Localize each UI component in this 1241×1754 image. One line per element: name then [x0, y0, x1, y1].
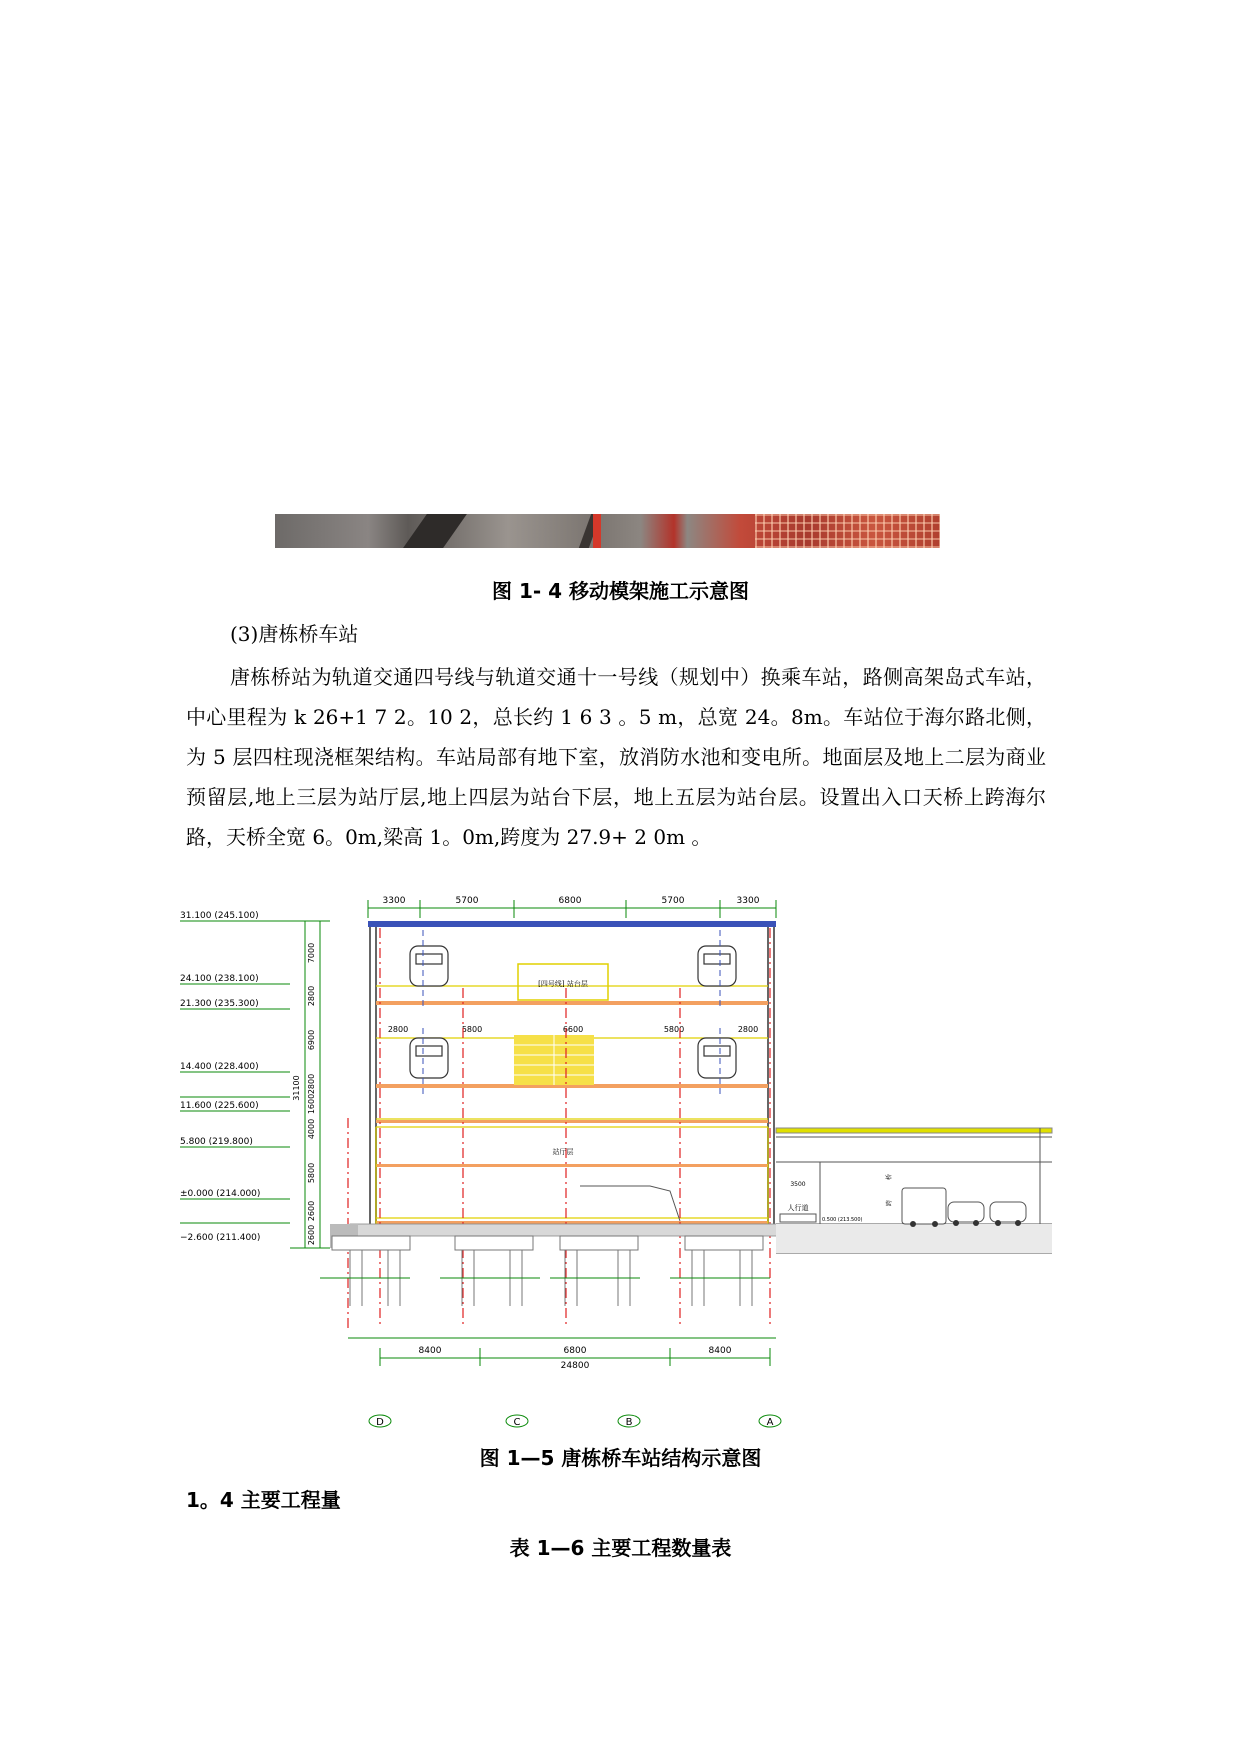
level-dim-5: 1600: [307, 1093, 316, 1115]
construction-photo: [275, 514, 940, 548]
side-dim-2: 跨: [886, 1199, 893, 1206]
level-dim-1: 7000: [307, 942, 316, 964]
axis-c: C: [513, 1417, 521, 1428]
elev-8: −2.600 (211.400): [180, 1233, 261, 1243]
platform-label: [四号线] 站台层: [538, 980, 588, 988]
body-paragraph: 唐栋桥站为轨道交通四号线与轨道交通十一号线（规划中）换乘车站，路侧高架岛式车站，中心里程为 k 26+1 7 2。10 2，总长约 1 6 3 。5 m，总宽 24。8m。车站位于海尔路北侧，为 5 层四柱现浇框架结构。车站局部有地下室，放消防水池和变电所。地面层及地上二层为商业预留层,地上三层为站厅层,地上四层为站台下层，地上五层为站台层。设置出入口天桥上跨海尔路，天桥全宽 6。0m,梁高 1。0m,跨度为 27.9+ 2 0m 。: [186, 665, 1046, 849]
elev-1: 31.100 (245.100): [180, 911, 259, 921]
section-heading: 1。4 主要工程量: [186, 1488, 341, 1512]
walkway-dim: 3500: [790, 1181, 806, 1188]
train-upper-right: [698, 946, 736, 986]
axis-a: A: [766, 1417, 774, 1428]
elev-6: 5.800 (219.800): [180, 1137, 253, 1147]
top-dim-3: 6800: [558, 896, 582, 906]
top-dim-2: 5700: [455, 896, 479, 906]
level-dim-4: 2800: [307, 1073, 316, 1095]
top-dim-1: 3300: [382, 896, 406, 906]
side-dim-1: 桥: [886, 1173, 893, 1180]
axis-d: D: [376, 1417, 384, 1428]
station-section-drawing: [180, 888, 1090, 1428]
inner-dim-1: 2800: [387, 1025, 409, 1034]
level-dim-3: 6900: [307, 1029, 316, 1051]
elev-3: 21.300 (235.300): [180, 999, 259, 1009]
figure-1-caption: 图 1- 4 移动模架施工示意图: [491, 579, 750, 603]
elev-2: 24.100 (238.100): [180, 974, 259, 984]
walkway-label: 人行道: [787, 1204, 809, 1212]
bottom-dim-2: 6800: [563, 1346, 587, 1356]
train-lower-left: [410, 1038, 448, 1078]
level-dim-9: 2600: [307, 1224, 316, 1246]
top-dim-5: 3300: [736, 896, 760, 906]
train-lower-right: [698, 1038, 736, 1078]
level-dim-8: 2600: [307, 1200, 316, 1222]
elev-7: ±0.000 (214.000): [180, 1189, 261, 1199]
bottom-dim-1: 8400: [418, 1346, 442, 1356]
train-upper-left: [410, 946, 448, 986]
level-dim-2: 2800: [307, 985, 316, 1007]
elev-4: 14.400 (228.400): [180, 1062, 259, 1072]
inner-dim-2: 5800: [461, 1025, 483, 1034]
total-height: 31100: [292, 1075, 301, 1101]
top-dim-4: 5700: [661, 896, 685, 906]
hall-label: 站厅层: [552, 1148, 574, 1156]
bottom-total: 24800: [560, 1361, 590, 1371]
level-dim-7: 5800: [307, 1162, 316, 1184]
figure-2-caption: 图 1—5 唐栋桥车站结构示意图: [479, 1446, 762, 1470]
bottom-dim-3: 8400: [708, 1346, 732, 1356]
inner-dim-5: 2800: [737, 1025, 759, 1034]
inner-dim-3: 6600: [562, 1025, 584, 1034]
table-caption: 表 1—6 主要工程数量表: [509, 1536, 732, 1560]
subsection-title: (3)唐栋桥车站: [230, 622, 359, 646]
axis-b: B: [625, 1417, 633, 1428]
walkway-elev: 0.500 (213.500): [822, 1217, 863, 1223]
elev-5: 11.600 (225.600): [180, 1101, 259, 1111]
level-dim-6: 4000: [307, 1118, 316, 1140]
inner-dim-4: 5800: [663, 1025, 685, 1034]
